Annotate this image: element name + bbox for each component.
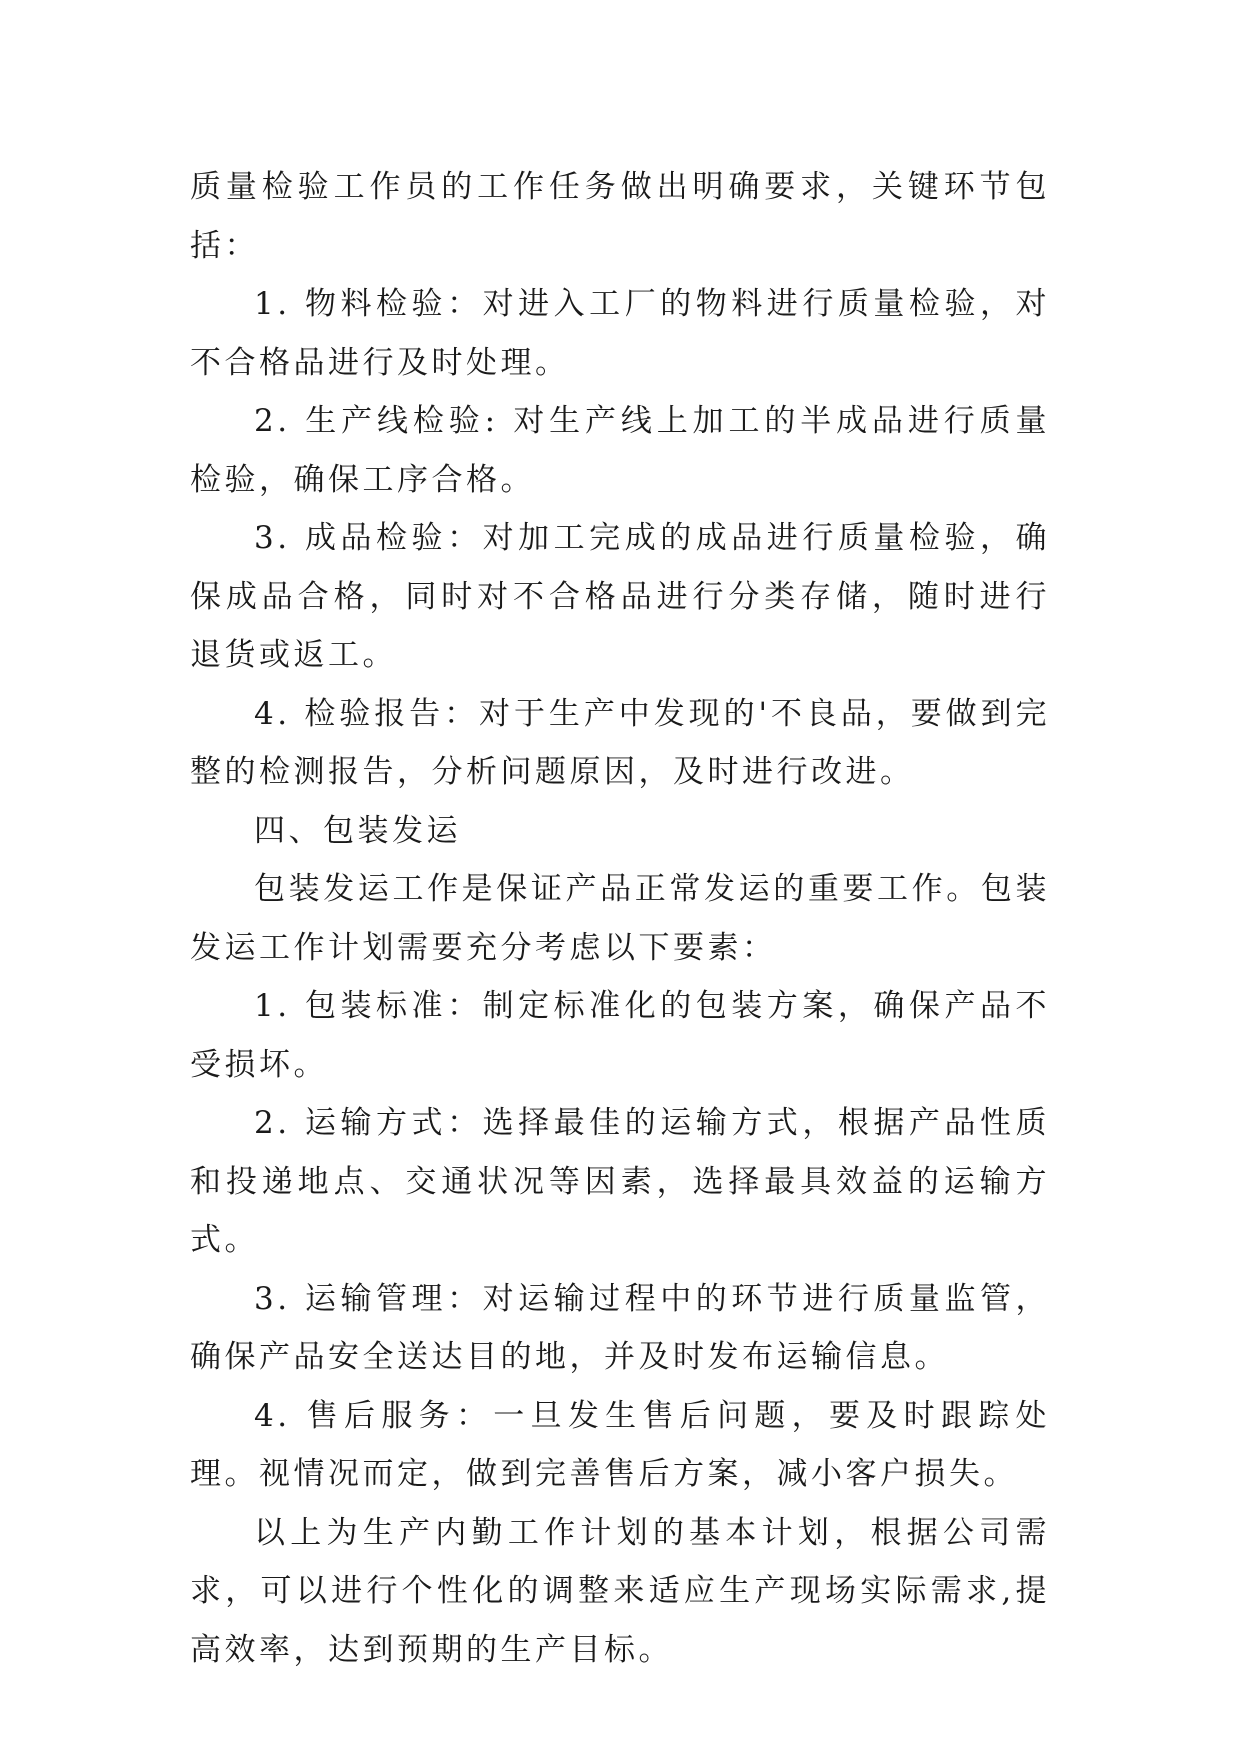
- paragraph-packaging-standard: 1. 包装标准：制定标准化的包装方案，确保产品不受损坏。: [190, 988, 1050, 1083]
- paragraph-conclusion: 以上为生产内勤工作计划的基本计划，根据公司需求，可以进行个性化的调整来适应生产现场实际需求,提高效率，达到预期的生产目标。: [190, 1514, 1050, 1668]
- paragraph-material-inspection: 1. 物料检验：对进入工厂的物料进行质量检验，对不合格品进行及时处理。: [190, 286, 1050, 381]
- paragraph-after-sales: 4. 售后服务：一旦发生售后问题，要及时跟踪处理。视情况而定，做到完善售后方案，减小客户损失。: [190, 1397, 1050, 1492]
- paragraph-transport-management: 3. 运输管理：对运输过程中的环节进行质量监管，确保产品安全送达目的地，并及时发布运输信息。: [190, 1280, 1050, 1375]
- section-heading-packaging: 四、包装发运: [254, 812, 461, 849]
- paragraph-packaging-intro: 包装发运工作是保证产品正常发运的重要工作。包装发运工作计划需要充分考虑以下要素：: [190, 871, 1050, 966]
- paragraph-intro: 质量检验工作员的工作任务做出明确要求，关键环节包括：: [190, 169, 1050, 264]
- paragraph-inspection-report: 4. 检验报告：对于生产中发现的'不良品，要做到完整的检测报告，分析问题原因，及时进行改进。: [190, 695, 1050, 790]
- document-body: [190, 158, 1050, 1679]
- paragraph-transport-method: 2. 运输方式：选择最佳的运输方式，根据产品性质和投递地点、交通状况等因素，选择最具效益的运输方式。: [190, 1105, 1050, 1258]
- paragraph-product-inspection: 3. 成品检验：对加工完成的成品进行质量检验，确保成品合格，同时对不合格品进行分类存储，随时进行退货或返工。: [190, 520, 1050, 673]
- paragraph-line-inspection: 2. 生产线检验: 对生产线上加工的半成品进行质量检验，确保工序合格。: [190, 403, 1050, 498]
